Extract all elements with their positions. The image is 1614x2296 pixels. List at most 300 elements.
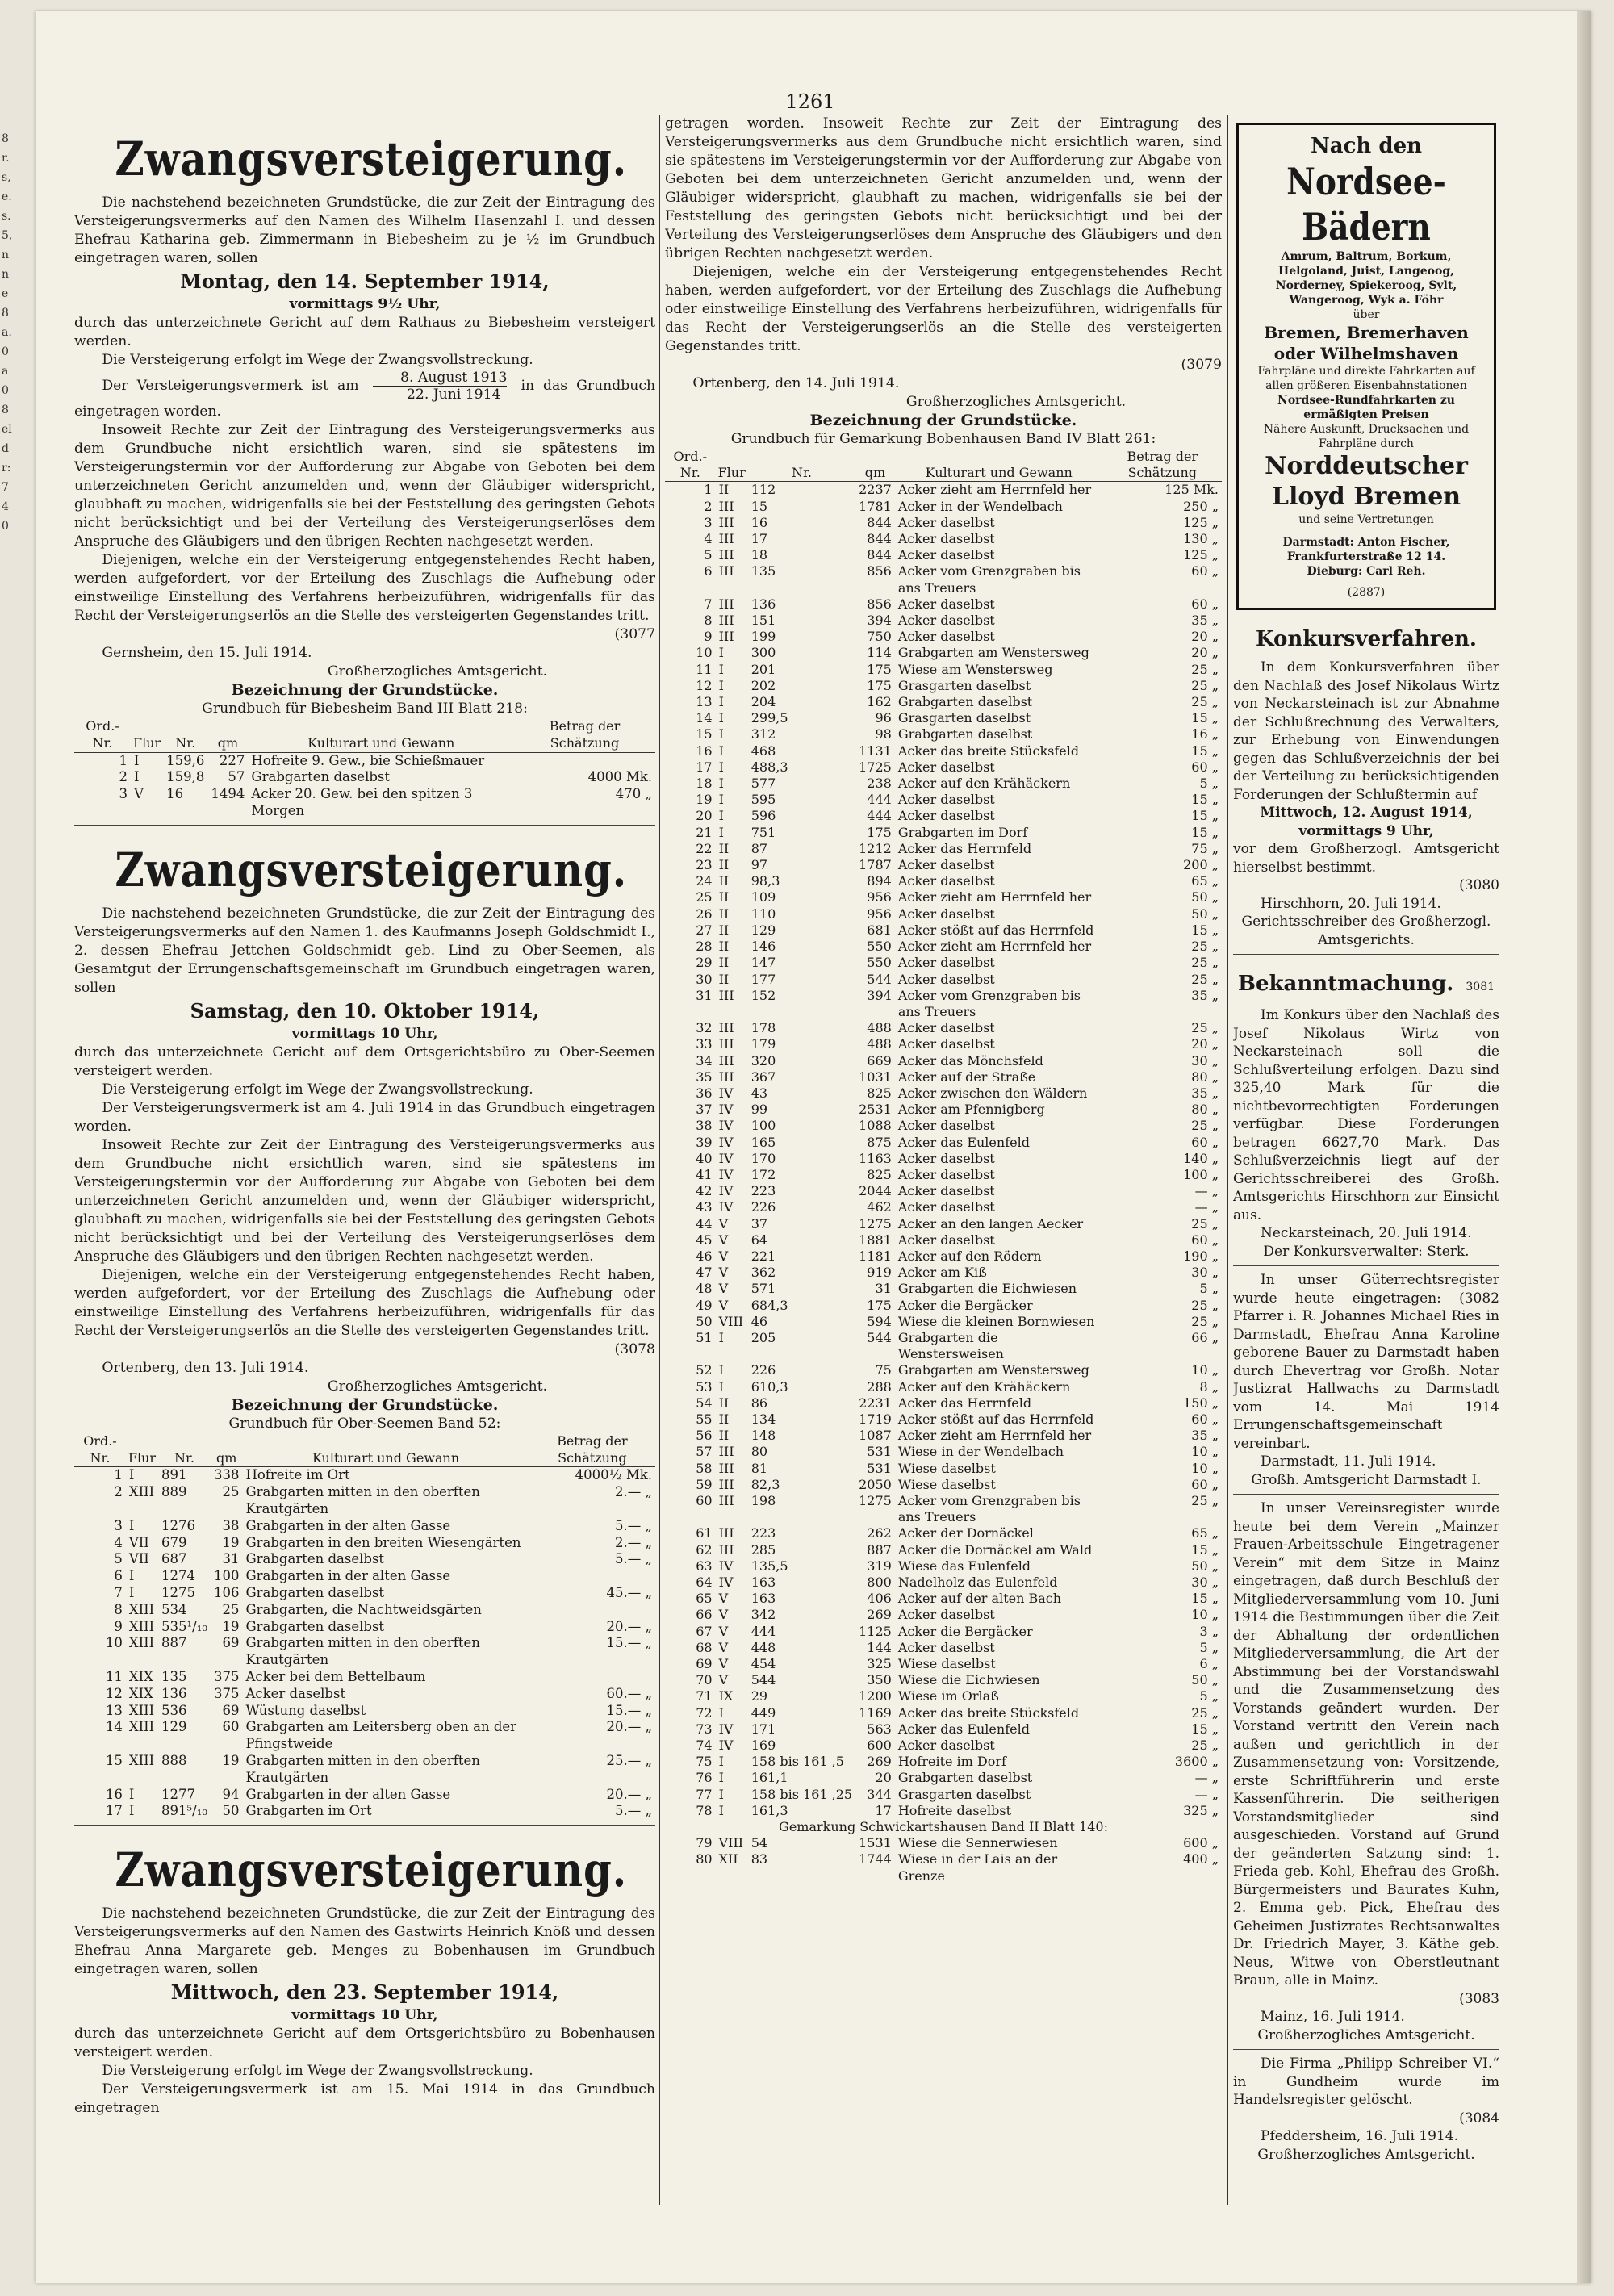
- table-cell: Acker daselbst: [897, 1036, 995, 1052]
- table-cell: 69: [696, 1656, 713, 1672]
- table-cell: IV: [718, 1721, 734, 1737]
- table-cell: 1274: [161, 1568, 196, 1584]
- notice-heading: Konkursverfahren.: [1255, 627, 1477, 651]
- table-cell: Acker die Dornäckel am Wald: [897, 1541, 1093, 1558]
- table-cell: 60.— „: [606, 1685, 652, 1701]
- table-cell: 19: [222, 1752, 240, 1768]
- table-cell: 1276: [161, 1517, 196, 1533]
- table-cell: 300: [751, 645, 776, 661]
- table-cell: 600: [867, 1738, 892, 1754]
- ad-ref: (2887): [1347, 586, 1386, 599]
- table-cell: 6: [704, 563, 713, 579]
- table-row: [665, 972, 1222, 988]
- table-cell: Acker das Herrnfeld: [897, 1395, 1032, 1411]
- table-cell: XIX: [128, 1685, 153, 1701]
- table-cell: 448: [751, 1639, 776, 1655]
- table-row: [665, 1362, 1222, 1378]
- table-cell: 56: [696, 1428, 713, 1444]
- table-cell: 65: [696, 1591, 713, 1607]
- table-cell: Grabgarten daselbst: [245, 1618, 385, 1634]
- table-cell: 60 „: [1191, 563, 1219, 579]
- table-cell: 299,5: [751, 710, 788, 726]
- table-cell: 462: [867, 1199, 892, 1215]
- table-cell: 844: [867, 547, 892, 563]
- table-row: [665, 710, 1222, 726]
- table-cell: Grabgarten daselbst: [251, 769, 391, 785]
- table-cell: 8: [704, 613, 713, 629]
- table-cell: 80 „: [1191, 1102, 1219, 1118]
- table-cell: 148: [751, 1428, 776, 1444]
- table-row: [665, 1151, 1222, 1167]
- table-cell: 100: [213, 1568, 240, 1584]
- table-cell: 144: [867, 1639, 892, 1655]
- table-cell: Grabgarten in den breiten Wiesengärten: [245, 1534, 521, 1550]
- notice-paragraph: Diejenigen, welche ein der Versteigerung entgegenstehendes Recht haben, werden aufgefordert, vor der Erteilung des Zuschlags die Aufhebung oder einstweilige Einstellung des Verfahrens herbeizuführen, widrigenfalls für das Recht der Versteigerungserlös an die Stelle des versteigerten Gegenstandes tritt.: [74, 552, 655, 624]
- table-cell: I: [718, 1329, 724, 1345]
- table-cell: 25.— „: [606, 1752, 652, 1768]
- margin-fragment: 5,: [2, 229, 13, 242]
- table-cell: 26: [696, 905, 713, 922]
- table-cell: Acker auf der Straße: [897, 1069, 1036, 1085]
- margin-fragment: 8: [2, 132, 9, 145]
- ad-line: Darmstadt: Anton Fischer, Frankfurterstraße 12 14.: [1282, 536, 1450, 563]
- col-header: Flur: [716, 449, 748, 482]
- table-cell: 135,5: [751, 1558, 788, 1574]
- table-cell: 875: [867, 1134, 892, 1150]
- notice-heading: [1233, 969, 1499, 1002]
- table-row: [665, 1216, 1222, 1232]
- table-row: [665, 776, 1222, 792]
- table-cell: V: [718, 1281, 729, 1297]
- table-cell: Acker daselbst: [897, 1639, 995, 1655]
- table-cell: Acker daselbst: [897, 1607, 995, 1623]
- table-cell: V: [718, 1639, 729, 1655]
- table-row: [665, 857, 1222, 873]
- table-cell: 35 „: [1191, 1085, 1219, 1101]
- auction-date: Mittwoch, den 23. September 1914,: [170, 1980, 559, 2005]
- table-row: [665, 1525, 1222, 1541]
- table-cell: Wiese die Sennerwiesen: [897, 1835, 1058, 1851]
- column-divider: [1227, 115, 1228, 2205]
- table-cell: 887: [161, 1635, 187, 1651]
- table-row: [74, 1585, 655, 1602]
- table-row: [665, 1379, 1222, 1395]
- table-cell: 595: [751, 792, 776, 808]
- table-cell: 74: [696, 1738, 713, 1754]
- date-fraction: [373, 370, 508, 403]
- margin-fragment: e: [2, 287, 9, 300]
- table-cell: 50: [696, 1313, 713, 1329]
- table-cell: 98: [875, 726, 892, 742]
- table-cell: II: [718, 482, 730, 498]
- table-cell: 64: [751, 1232, 768, 1248]
- page-number: 1261: [785, 90, 835, 113]
- table-row: [665, 1411, 1222, 1428]
- table-cell: XIII: [128, 1752, 155, 1768]
- table-row: [665, 955, 1222, 971]
- table-cell: Acker daselbst: [897, 613, 995, 629]
- table-cell: 60: [222, 1719, 240, 1735]
- table-row: [665, 726, 1222, 742]
- table-cell: 32: [696, 1020, 713, 1036]
- table-cell: 919: [867, 1265, 892, 1281]
- table-cell: Acker vom Grenzgraben bis ans Treuers: [897, 563, 1081, 596]
- table-cell: 152: [751, 987, 776, 1003]
- ad-line: Amrum, Baltrum, Borkum, Helgoland, Juist, Langeoog, Norderney, Spiekeroog, Sylt, Wangeroog, Wyk a. Föhr: [1275, 250, 1457, 307]
- table-cell: Acker daselbst: [897, 857, 995, 873]
- table-row: [665, 1851, 1222, 1884]
- table-cell: Acker daselbst: [897, 808, 995, 824]
- table-cell: 10: [105, 1635, 123, 1651]
- table-row: [665, 1787, 1222, 1803]
- table-cell: 679: [161, 1534, 187, 1550]
- table-cell: 6 „: [1199, 1656, 1219, 1672]
- table-cell: Wiese die kleinen Bornwiesen: [897, 1313, 1095, 1329]
- table-row: [665, 1330, 1222, 1362]
- table-cell: 172: [751, 1166, 776, 1182]
- table-row: [665, 1558, 1222, 1575]
- table-cell: 38: [222, 1517, 240, 1533]
- table-cell: 77: [696, 1786, 713, 1802]
- signature: Großh. Amtsgericht Darmstadt I.: [1251, 1471, 1482, 1488]
- table-cell: 19: [222, 1618, 240, 1634]
- table-cell: 43: [751, 1085, 768, 1101]
- table-cell: I: [128, 1467, 135, 1483]
- notice-heading: Zwangsversteigerung.: [115, 132, 627, 186]
- table-row: [665, 841, 1222, 857]
- table-cell: 449: [751, 1704, 776, 1721]
- table-cell: 202: [751, 677, 776, 693]
- table-cell: 1088: [859, 1118, 892, 1134]
- table-cell: III: [718, 563, 734, 579]
- table-body: [665, 482, 1222, 1819]
- table-cell: 151: [751, 613, 776, 629]
- table-cell: 136: [161, 1685, 187, 1701]
- table-cell: Acker stößt auf das Herrnfeld: [897, 1411, 1094, 1427]
- table-cell: 20.— „: [606, 1618, 652, 1634]
- table-cell: 3: [119, 786, 128, 802]
- table-cell: 2044: [859, 1183, 892, 1199]
- table-cell: 75: [696, 1754, 713, 1770]
- table-cell: IV: [718, 1102, 734, 1118]
- table-row: [665, 1624, 1222, 1640]
- table-cell: 536: [161, 1702, 187, 1718]
- table-cell: VII: [128, 1534, 149, 1550]
- table-cell: 367: [751, 1069, 776, 1085]
- table-cell: Grabgarten die Wenstersweisen: [897, 1329, 1004, 1362]
- table-cell: 319: [867, 1558, 892, 1574]
- table-cell: Acker zwischen den Wäldern: [897, 1085, 1088, 1101]
- table-cell: 20.— „: [606, 1719, 652, 1735]
- col-header: qm: [207, 718, 248, 752]
- divider: [1233, 2049, 1499, 2050]
- table-cell: 140 „: [1183, 1150, 1219, 1166]
- notice-paragraph: Der Versteigerungsvermerk ist am 15. Mai 1914 in das Grundbuch eingetragen: [74, 2081, 655, 2117]
- table-cell: 16 „: [1191, 726, 1219, 742]
- table-cell: III: [718, 1444, 734, 1460]
- table-cell: V: [134, 786, 144, 802]
- table-cell: 52: [696, 1362, 713, 1378]
- table-cell: 98,3: [751, 873, 780, 889]
- table-cell: 27: [696, 922, 713, 938]
- table-cell: 577: [751, 776, 776, 792]
- table-cell: 894: [867, 873, 892, 889]
- table-cell: 312: [751, 726, 776, 742]
- table-cell: 129: [751, 922, 776, 938]
- table-cell: 596: [751, 808, 776, 824]
- table-cell: IV: [718, 1118, 734, 1134]
- table-cell: 161,3: [751, 1802, 788, 1818]
- table-row: [665, 1672, 1222, 1688]
- parcel-table: [74, 718, 655, 820]
- table-cell: 7: [704, 596, 713, 612]
- table-cell: Acker daselbst: [897, 971, 995, 987]
- notice-vereinsregister: [1233, 1499, 1499, 2044]
- table-cell: I: [718, 1704, 724, 1721]
- table-cell: 444: [867, 792, 892, 808]
- table-cell: Acker daselbst: [897, 547, 995, 563]
- table-cell: 31: [222, 1551, 240, 1567]
- table-cell: 594: [867, 1313, 892, 1329]
- table-cell: 50 „: [1191, 889, 1219, 905]
- table-cell: II: [718, 1395, 730, 1411]
- heading-text: Bekanntmachung.: [1237, 972, 1454, 996]
- table-cell: 221: [751, 1248, 776, 1264]
- table-cell: 2.— „: [614, 1534, 652, 1550]
- table-cell: 1881: [859, 1232, 892, 1248]
- text-run: Der Versteigerungsvermerk ist am: [102, 378, 359, 394]
- place-date: Mainz, 16. Juli 1914.: [1261, 2009, 1405, 2025]
- table-cell: 238: [867, 776, 892, 792]
- table-cell: 544: [867, 971, 892, 987]
- table-cell: IX: [718, 1688, 734, 1704]
- table-cell: 205: [751, 1329, 776, 1345]
- table-cell: I: [128, 1584, 135, 1600]
- table-cell: Grabgarten, die Nachtweidsgärten: [245, 1601, 482, 1617]
- table-row: [665, 743, 1222, 759]
- table-cell: I: [718, 1770, 724, 1786]
- margin-fragment: r:: [2, 462, 11, 475]
- court-name: Großherzogliches Amtsgericht.: [905, 394, 1127, 410]
- table-cell: 60 „: [1191, 1411, 1219, 1427]
- table-cell: 4: [704, 531, 713, 547]
- notice-heading: Zwangsversteigerung.: [115, 1842, 627, 1898]
- table-cell: 531: [867, 1460, 892, 1476]
- table-body: [74, 1467, 655, 1820]
- col-header: qm: [211, 1433, 243, 1467]
- table-cell: IV: [718, 1199, 734, 1215]
- place-date: Gernsheim, den 15. Juli 1914.: [102, 645, 312, 661]
- place-date: Hirschhorn, 20. Juli 1914.: [1261, 895, 1441, 912]
- table-cell: 1: [704, 482, 713, 498]
- table-cell: 54: [696, 1395, 713, 1411]
- table-cell: 19: [222, 1534, 240, 1550]
- table-cell: 2231: [859, 1395, 892, 1411]
- table-cell: 62: [696, 1541, 713, 1558]
- ad-line: Nordsee-Rundfahrkarten zu ermäßigten Preisen: [1277, 394, 1455, 421]
- table-cell: 50: [222, 1803, 240, 1819]
- table-cell: Hofreite im Dorf: [897, 1754, 1006, 1770]
- table-cell: Acker auf den Krähäckern: [897, 1378, 1071, 1395]
- table-row: [665, 515, 1222, 531]
- table-cell: 5 „: [1199, 1639, 1219, 1655]
- notice-handelsregister: [1233, 2055, 1499, 2164]
- table-cell: 681: [867, 922, 892, 938]
- table-cell: 844: [867, 514, 892, 530]
- table-cell: 5: [704, 547, 713, 563]
- table-cell: 825: [867, 1085, 892, 1101]
- table-cell: 325: [867, 1656, 892, 1672]
- table-cell: VII: [128, 1551, 149, 1567]
- table-cell: 96: [875, 710, 892, 726]
- table-cell: III: [718, 547, 734, 563]
- table-row: [74, 1803, 655, 1820]
- table-cell: 10 „: [1191, 1607, 1219, 1623]
- table-cell: 50 „: [1191, 1558, 1219, 1574]
- table-row: [665, 596, 1222, 613]
- ad-line: Nach den: [1310, 134, 1423, 158]
- table-cell: 226: [751, 1362, 776, 1378]
- table-cell: 750: [867, 629, 892, 645]
- table-cell: Grabgarten am Wenstersweg: [897, 645, 1089, 661]
- table-row: [665, 1656, 1222, 1672]
- table-cell: 33: [696, 1036, 713, 1052]
- margin-fragment: el: [2, 423, 12, 436]
- table-cell: XII: [718, 1851, 738, 1867]
- table-cell: 38: [696, 1118, 713, 1134]
- table-cell: 15 „: [1191, 710, 1219, 726]
- table-cell: 76: [696, 1770, 713, 1786]
- table-cell: 544: [751, 1672, 776, 1688]
- table-cell: 25: [222, 1601, 240, 1617]
- table-row: [665, 662, 1222, 678]
- table-cell: 3: [114, 1517, 123, 1533]
- table-cell: I: [128, 1803, 135, 1819]
- table-cell: 800: [867, 1575, 892, 1591]
- table-row: [665, 1835, 1222, 1851]
- table-cell: 25 „: [1191, 677, 1219, 693]
- auction-time: vormittags 9½ Uhr,: [289, 296, 441, 312]
- table-cell: 59: [696, 1476, 713, 1492]
- table-cell: I: [718, 1362, 724, 1378]
- table-cell: 25 „: [1191, 694, 1219, 710]
- table-cell: II: [718, 1428, 730, 1444]
- table-cell: 30 „: [1191, 1575, 1219, 1591]
- table-cell: 16: [751, 514, 768, 530]
- table-cell: 5.— „: [614, 1551, 652, 1567]
- table-cell: 80: [751, 1444, 768, 1460]
- auction-place: durch das unterzeichnete Gericht auf dem Ortsgerichtsbüro zu Bobenhausen versteigert werden.: [74, 2026, 655, 2061]
- table-cell: 97: [751, 857, 768, 873]
- notice-paragraph: Der Versteigerungsvermerk ist am 4. Juli 1914 in das Grundbuch eingetragen worden.: [74, 1099, 655, 1135]
- table-cell: Grabgarten daselbst: [245, 1551, 385, 1567]
- table-cell: 158 bis 161 ,5: [751, 1754, 844, 1770]
- table-cell: Acker daselbst: [897, 1183, 995, 1199]
- table-cell: 70: [696, 1672, 713, 1688]
- table-cell: II: [718, 922, 730, 938]
- table-cell: 159,8: [166, 769, 205, 785]
- col-header: Nr.: [748, 449, 855, 482]
- table-cell: I: [718, 808, 724, 824]
- auction-time: vormittags 10 Uhr,: [291, 1025, 438, 1042]
- table-cell: 60 „: [1191, 759, 1219, 775]
- notice-zwangsversteigerung-bobenhausen: [74, 1840, 655, 2118]
- table-cell: 9: [114, 1618, 123, 1634]
- table-cell: 226: [751, 1199, 776, 1215]
- table-cell: Grabgarten im Dorf: [897, 824, 1028, 840]
- table-cell: 99: [751, 1102, 768, 1118]
- auction-date: Samstag, den 10. Oktober 1914,: [190, 998, 540, 1023]
- ad-line: über: [1353, 308, 1380, 321]
- table-cell: 86: [751, 1395, 768, 1411]
- table-cell: 9: [704, 629, 713, 645]
- table-row: [74, 769, 655, 786]
- table-cell: 175: [867, 677, 892, 693]
- table-cell: Acker daselbst: [897, 1118, 995, 1134]
- table-cell: 112: [751, 482, 776, 498]
- table-row: [665, 1428, 1222, 1444]
- table-row: [665, 1069, 1222, 1085]
- notice-paragraph: In dem Konkursverfahren über den Nachlaß des Josef Nikolaus Wirtz von Neckarsteinach ist zur Abnahme der Schlußrechnung des Verwalters, zur Erhebung von Einwendungen gegen das Schlußverzeichnis der bei der Verteilung zu berücksichtigenden Forderungen der Schlußtermin auf: [1233, 659, 1499, 803]
- table-cell: Nadelholz das Eulenfeld: [897, 1575, 1058, 1591]
- table-cell: 2237: [859, 482, 892, 498]
- table-cell: 163: [751, 1575, 776, 1591]
- divider: [1233, 954, 1499, 955]
- notice-zwangsversteigerung-biebesheim: [74, 129, 655, 820]
- notice-intro: Die nachstehend bezeichneten Grundstücke, die zur Zeit der Eintragung des Versteigerungsvermerks auf den Namen 1. des Kaufmanns Joseph Goldschmidt I., 2. dessen Ehefrau Jettchen Goldschmidt geb. Lind zu Ober-Seemen, als Gesamtgut der Errungenschaftsgemeinschaft im Grundbuch eingetragen waren, sollen: [74, 905, 655, 996]
- table-cell: Acker auf den Krähäckern: [897, 776, 1071, 792]
- table-cell: 63: [696, 1558, 713, 1574]
- table-cell: 25 „: [1191, 955, 1219, 971]
- table-title: Bezeichnung der Grundstücke.: [809, 412, 1077, 429]
- col-header: Flur: [126, 1433, 158, 1467]
- table-cell: Grabgarten am Wenstersweg: [897, 1362, 1089, 1378]
- table-cell: XIII: [128, 1601, 155, 1617]
- table-cell: Hofreite 9. Gew., bie Schießmauer: [251, 752, 485, 768]
- table-cell: 14: [696, 710, 713, 726]
- table-cell: 68: [696, 1639, 713, 1655]
- table-cell: 856: [867, 563, 892, 579]
- table-cell: 15 „: [1191, 1591, 1219, 1607]
- table-cell: IV: [718, 1183, 734, 1199]
- table-cell: III: [718, 1476, 734, 1492]
- table-row: [665, 1607, 1222, 1623]
- table-cell: 344: [867, 1786, 892, 1802]
- table-cell: 1163: [859, 1150, 892, 1166]
- table-row: [74, 786, 655, 820]
- table-cell: 125 Mk.: [1165, 482, 1219, 498]
- table-row: [665, 1444, 1222, 1460]
- table-row: [665, 922, 1222, 939]
- place-date: Neckarsteinach, 20. Juli 1914.: [1261, 1225, 1472, 1241]
- margin-fragment: n: [2, 268, 10, 281]
- table-cell: III: [718, 1036, 734, 1052]
- table-cell: 29: [696, 955, 713, 971]
- table-cell: VIII: [718, 1313, 744, 1329]
- table-cell: I: [718, 824, 724, 840]
- table-cell: XIII: [128, 1719, 155, 1735]
- table-cell: 889: [161, 1484, 187, 1500]
- table-cell: 125 „: [1183, 547, 1219, 563]
- place-date: Ortenberg, den 13. Juli 1914.: [102, 1359, 309, 1376]
- table-cell: 21: [696, 824, 713, 840]
- table-cell: Acker das Eulenfeld: [897, 1721, 1030, 1737]
- table-cell: 79: [696, 1835, 713, 1851]
- table-cell: 350: [867, 1672, 892, 1688]
- table-cell: 198: [751, 1493, 776, 1508]
- table-row: [665, 906, 1222, 922]
- table-row: [665, 1803, 1222, 1819]
